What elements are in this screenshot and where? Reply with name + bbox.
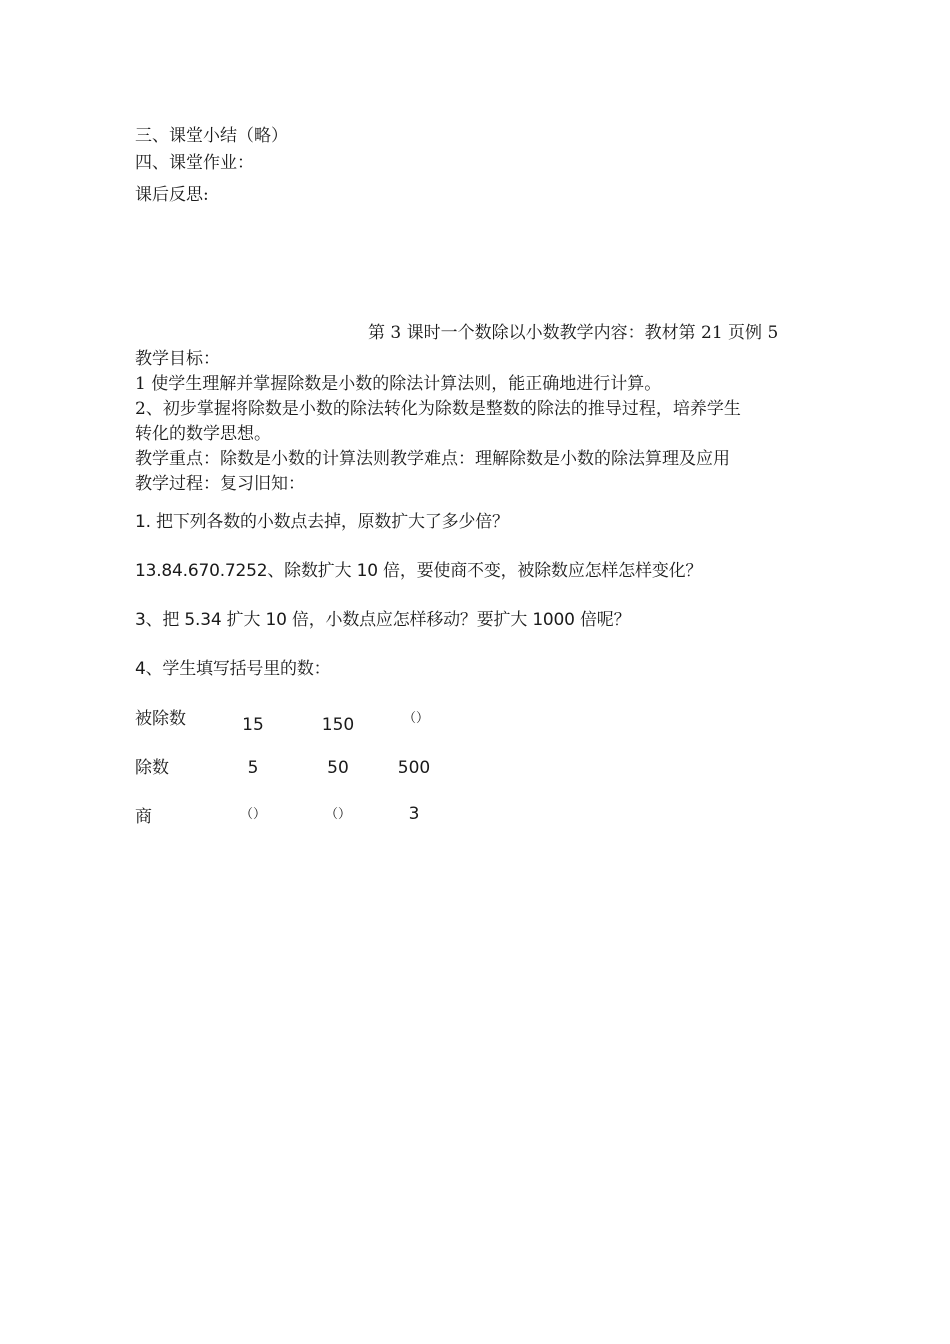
review-item-2: 13.84.670.7252、除数扩大 10 倍，要使商不变，被除数应怎样怎样变化？ (135, 561, 703, 581)
divisor-cell-3: 500 (397, 758, 431, 778)
quotient-cell-3: 3 (408, 804, 420, 824)
dividend-cell-1: 15 (242, 715, 264, 735)
reflection-label: 课后反思: (135, 185, 209, 205)
objective-2-line-1: 2、初步掌握将除数是小数的除法转化为除数是整数的除法的推导过程，培养学生 (135, 399, 741, 419)
row-label-dividend: 被除数 (135, 709, 186, 729)
row-label-divisor: 除数 (135, 758, 169, 778)
divisor-cell-1: 5 (247, 758, 259, 778)
row-label-quotient: 商 (135, 807, 152, 827)
section-homework: 四、课堂作业： (135, 153, 254, 173)
section-summary: 三、课堂小结（略） (135, 126, 288, 146)
divisor-cell-2: 50 (327, 758, 349, 778)
review-item-1: 1. 把下列各数的小数点去掉，原数扩大了多少倍？ (135, 512, 509, 532)
objective-1: 1 使学生理解并掌握除数是小数的除法计算法则，能正确地进行计算。 (135, 374, 662, 394)
dividend-cell-2: 150 (321, 715, 355, 735)
review-item-4: 4、学生填写括号里的数： (135, 659, 331, 679)
key-points: 教学重点：除数是小数的计算法则教学难点：理解除数是小数的除法算理及应用 (135, 449, 730, 469)
objective-2-line-2: 转化的数学思想。 (135, 424, 271, 444)
review-item-3: 3、把 5.34 扩大 10 倍，小数点应怎样移动？要扩大 1000 倍呢？ (135, 610, 631, 630)
objectives-heading: 教学目标： (135, 349, 220, 369)
quotient-cell-2: （） (324, 807, 351, 822)
teaching-process: 教学过程：复习旧知： (135, 474, 305, 494)
quotient-cell-1: （） (239, 807, 266, 822)
dividend-cell-3: （） (402, 711, 429, 726)
lesson-title: 第 3 课时一个数除以小数教学内容：教材第 21 页例 5 (368, 323, 779, 343)
